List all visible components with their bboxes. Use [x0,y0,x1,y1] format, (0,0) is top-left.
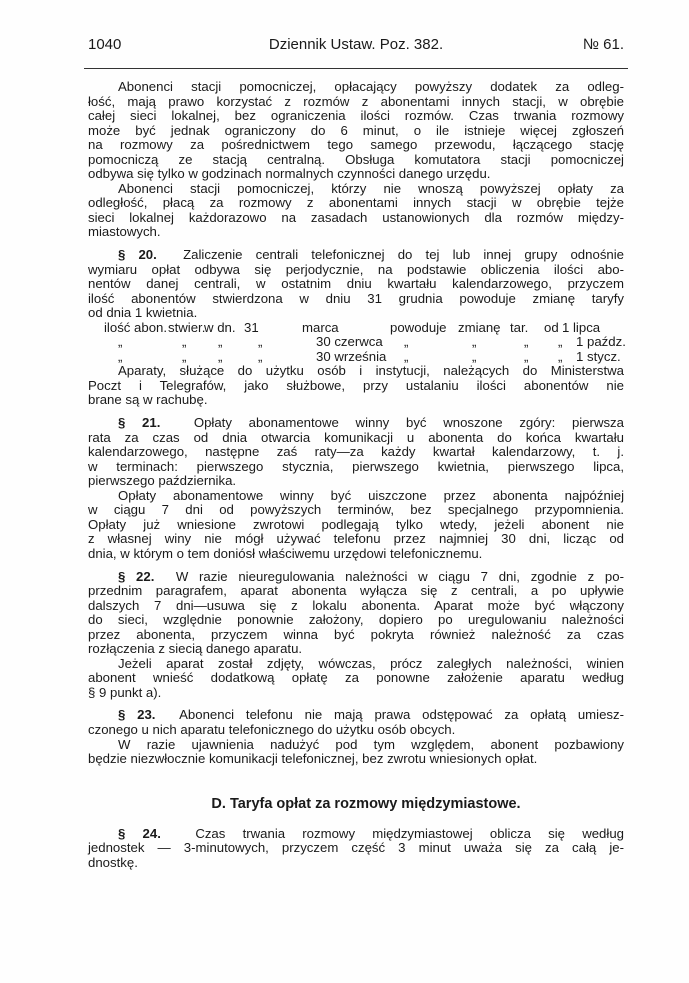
text-line: abonent wnieść dodatkową opłatę za ponowne założenie aparatu według [88,670,624,686]
text-line: w ciągu 7 dni od powyższych terminów, bez specjalnego przypomnienia. [88,502,624,518]
page-number: 1040 [88,36,122,53]
tariff-change-table [88,321,624,365]
text-line: przez abonenta, przyczem winna być pokryta również należność za czas [88,626,624,642]
text-line: Opłaty abonamentowe winny być wnoszone zgóry: pierwsza [193,415,624,431]
table-row: ilość abon. stwier. w dn. 31 marca powoduje zmianę tar. od 1 lipca [104,319,601,335]
text-line: dalszych 7 dni—usuwa się z lokalu abonenta. Aparat może być włączony [88,597,624,613]
text-line: Jeżeli aparat został zdjęty, wówczas, prócz zaległych należności, winien [118,655,624,671]
text-line: Zaliczenie centrali telefonicznej do tej lub innej grupy odnośnie [183,247,625,263]
text-line: Opłaty abonamentowe winny być uiszczone przez abonenta najpóźniej [118,487,624,503]
text-line: do sieci, względnie ponownie założony, dopiero po uregulowaniu należności [88,612,624,628]
text-line: W razie nieuregulowania należności w ciągu 7 dni, zgodnie z po- [175,568,624,584]
text-line: miastowych. [88,224,161,240]
text-line: z własnej winy nie mógł używać telefonu przez najmniej 30 dni, licząc od [88,531,624,547]
text-line: kalendarzowego, następne zaś raty—za każdy kwartał kalendarzowy, t. j. [88,444,624,460]
text-line: Poczt i Telegrafów, jako służbowe, przy ustalaniu ilości abonentów nie [88,377,624,393]
header-rule [84,68,628,69]
text-line: całej sieci lokalnej, bez ograniczenia ilości rozmów. Czas trwania rozmowy [88,108,624,124]
section-22 [88,570,624,701]
text-line: Abonenci stacji pomocniczej, którzy nie wnoszą powyższej opłaty za [118,180,624,196]
paragraph-pomocnicza-1 [88,80,624,182]
section-21 [88,416,624,561]
text-line: Aparaty, służące do użytku osób i instytucji, należących do Ministerstwa [118,363,624,379]
issue-number: № 61. [582,36,624,53]
text-line: będzie niezwłocznie komunikacji telefonicznej, bez zwrotu wniesionych opłat. [88,751,538,767]
text-line: może być jednak ograniczony do 6 minut, o ile istnieje więcej zgłoszeń [88,122,624,138]
text-line: § 9 punkt a). [88,684,162,700]
text-line: Opłaty już wniesione zwrotowi podlegają tylko wtedy, jeżeli abonent nie [88,516,624,532]
text-line: łość, mają prawo korzystać z rozmów z abonentami innych stacji, w obrębie [88,93,624,109]
section-heading-d: D. Taryfa opłat za rozmowy międzymiastowe. [211,795,521,812]
text-line: od dnia 1 kwietnia. [88,305,198,321]
page-header [88,36,624,58]
text-line: rata za czas od dnia otwarcia komunikacji u abonenta do końca kwartału [88,429,624,445]
text-line: brane są w rachubę. [88,392,208,408]
text-line: nentów danej centrali, w ostatnim dniu kwartału kalendarzowego, przyczem [88,276,624,292]
section-24 [88,827,624,871]
text-line: czonego u nich aparatu telefonicznego do użytku osób obcych. [88,721,456,737]
text-line: Abonenci stacji pomocniczej, opłacający powyższy dodatek za odleg- [118,79,624,94]
text-line: odległość, płacą za rozmowy z abonentami innych stacji w obrębie tejże [88,195,624,211]
table-row: „ „ „ „ 30 września „ „ „ „ 1 stycz. [118,348,621,364]
section-23 [88,708,624,766]
section-label: § 21. [118,415,161,431]
text-line: dnia, w którym o tem doniósł właściwemu urzędowi telefonicznemu. [88,545,483,561]
section-20 [88,248,624,408]
section-label: § 20. [118,247,157,263]
table-row: „ „ „ „ 30 czerwca „ „ „ „ 1 paźdz. [118,334,626,350]
paragraph-pomocnicza-2 [88,182,624,240]
text-line: W razie ujawnienia nadużyć pod tym względem, abonent pozbawiony [118,736,624,752]
text-line: w terminach: pierwszego stycznia, pierwszego kwietnia, pierwszego lipca, [88,458,624,474]
section-label: § 22. [118,568,155,584]
text-line: jednostek — 3-minutowych, przyczem część 3 minut uważa się za całą je- [88,840,624,856]
section-label: § 23. [118,707,156,723]
journal-title: Dziennik Ustaw. Poz. 382. [268,36,444,53]
text-line: rozłączenia z siecią danego aparatu. [88,641,303,657]
text-line: sieci lokalnej każdorazowo na zasadach ustanowionych dla rozmów między- [88,209,624,225]
text-line: wymiaru opłat odbywa się perjodycznie, na podstawie obliczenia ilości abo- [88,261,624,277]
text-line: Czas trwania rozmowy międzymiastowej oblicza się według [195,825,624,841]
document-body [88,80,624,870]
text-line: odbywa się tylko w godzinach normalnych czynności danego urzędu. [88,166,491,182]
text-line: dnostkę. [88,854,138,870]
text-line: Abonenci telefonu nie mają prawa odstępować za opłatą umiesz- [179,707,625,723]
text-line: ilość abonentów stwierdzona w dniu 31 grudnia powoduje zmianę taryfy [88,290,624,306]
text-line: pierwszego października. [88,473,237,489]
text-line: na rozmowy za pośrednictwem tego samego przewodu, łączącego stację [88,137,624,153]
text-line: przednim paragrafem, aparat abonenta wyłącza się z centrali, a po upływie [88,583,624,599]
section-label: § 24. [118,825,161,841]
text-line: pomocniczą ze stacją centralną. Obsługa komutatora stacji pomocniczej [88,151,624,167]
